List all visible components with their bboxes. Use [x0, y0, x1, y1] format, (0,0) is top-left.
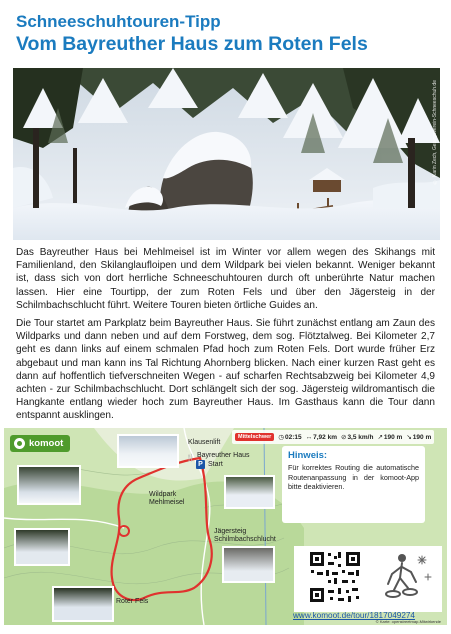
photo-illustration — [13, 68, 440, 240]
thumb-trail-winter — [14, 528, 70, 566]
ascent-value: 190 m — [383, 433, 403, 441]
thumb-roter-fels — [52, 586, 114, 622]
qr-and-snowshoe — [294, 546, 442, 612]
thumb-bayreuther-haus — [117, 434, 179, 468]
komoot-mark-icon — [14, 438, 25, 449]
label-bayreuther-haus: Bayreuther Haus — [197, 452, 250, 459]
descent-icon: ↘ — [406, 434, 412, 441]
qr-code-icon — [308, 550, 362, 604]
speed-value: 3,5 km/h — [347, 433, 374, 441]
thumb-forest-path — [17, 465, 81, 505]
label-roter-fels: Roter Fels — [116, 598, 149, 605]
tour-stats — [232, 430, 434, 444]
duration-stat — [278, 433, 301, 441]
komoot-logo — [10, 435, 70, 452]
difficulty-badge: Mittelschwer — [235, 433, 274, 441]
routing-hint-box — [282, 446, 425, 523]
parking-icon: P — [196, 460, 205, 469]
ascent-icon: ↗ — [377, 434, 383, 441]
snowshoe-hiker-icon — [386, 554, 431, 597]
qr-panel — [294, 546, 442, 612]
hint-title: Hinweis: — [288, 450, 328, 461]
paragraph-route: Die Tour startet am Parkplatz beim Bayreuther Haus. Sie führt zunächst entlang am Zaun des Wildparks und dann neben und auf dem Forstweg, dem sog. Flötztalweg. Bei Kilometer 2,7 geht es dann links auf einem schmalen Pfad hoch zum Roten Fels. Dort wurde früher Erz abgebaut und man kann ins Tal Richtung Ahornberg blicken. Nach einer kurzen Rast geht es dann auf hoffentlich tiefverschneiten Wegen - auf scharfen Rechtsabzweig bei Kilometer 4,9 achten - zur Schilmbachschlucht. Dort schlängelt sich der sog. Jägersteig wildromantisch die Hangkante entlang wieder hoch zum Bayreuther Haus. Im Gasthaus kann die Tour dann entspannt ausklingen. — [16, 318, 435, 422]
map-credit: © Karte: openstreetmap-Mitwirkende — [375, 619, 441, 624]
kicker-heading: Schneeschuhtouren-Tipp — [16, 12, 221, 31]
speed-stat — [341, 433, 373, 441]
distance-stat — [306, 434, 337, 441]
label-klausenlift: Klausenlift — [188, 439, 221, 446]
distance-icon: ↔ — [305, 433, 313, 441]
paragraph-intro: Das Bayreuther Haus bei Mehlmeisel ist im Winter vor allem wegen des Skihangs mit Familienland, den Skilanglaufloipen und dem Wildpark bei vielen bekannt. Weniger bekannt ist, dass sich von dort herrliche Schneeschuhtouren durch oft unberührte Natur machen lassen. Hier eine Tourtipp, der zum Roten Fels und über den Jägersteig in der Schilmbachschlucht führt. Weitere Touren bieten örtliche Guides an. — [16, 247, 435, 311]
page-title: Vom Bayreuther Haus zum Roten Fels — [16, 33, 368, 55]
label-jaegersteig: Jägersteig Schilmbachschlucht — [214, 528, 276, 543]
thumb-wildpark — [224, 475, 275, 509]
distance-value: 7,92 km — [313, 433, 337, 441]
route-map — [4, 428, 447, 625]
label-wildpark: Wildpark Mehlmeisel — [149, 491, 185, 506]
descent-stat — [406, 433, 431, 441]
speed-icon: ⊘ — [340, 434, 347, 441]
clock-icon: ◷ — [278, 434, 284, 441]
duration-value: 02:15 — [285, 433, 302, 441]
komoot-logo-text: komoot — [29, 438, 64, 449]
label-start: Start — [208, 461, 223, 468]
restaurant-icon: 🍴 — [186, 455, 195, 462]
thumb-jaegersteig — [222, 546, 275, 583]
ascent-stat — [377, 433, 402, 441]
article-text — [16, 246, 435, 428]
photo-credit: © Karin Zech, Gebirgsverein-Schneeschuh.de — [432, 80, 438, 185]
winter-forest-photo — [13, 68, 440, 240]
header — [16, 12, 436, 55]
descent-value: 190 m — [412, 433, 432, 441]
tour-link[interactable]: www.komoot.de/tour/1817049274 — [293, 611, 415, 620]
hint-body: Für korrektes Routing die automatische Routenanpassung in der komoot-App bitte deaktivieren. — [288, 463, 419, 491]
